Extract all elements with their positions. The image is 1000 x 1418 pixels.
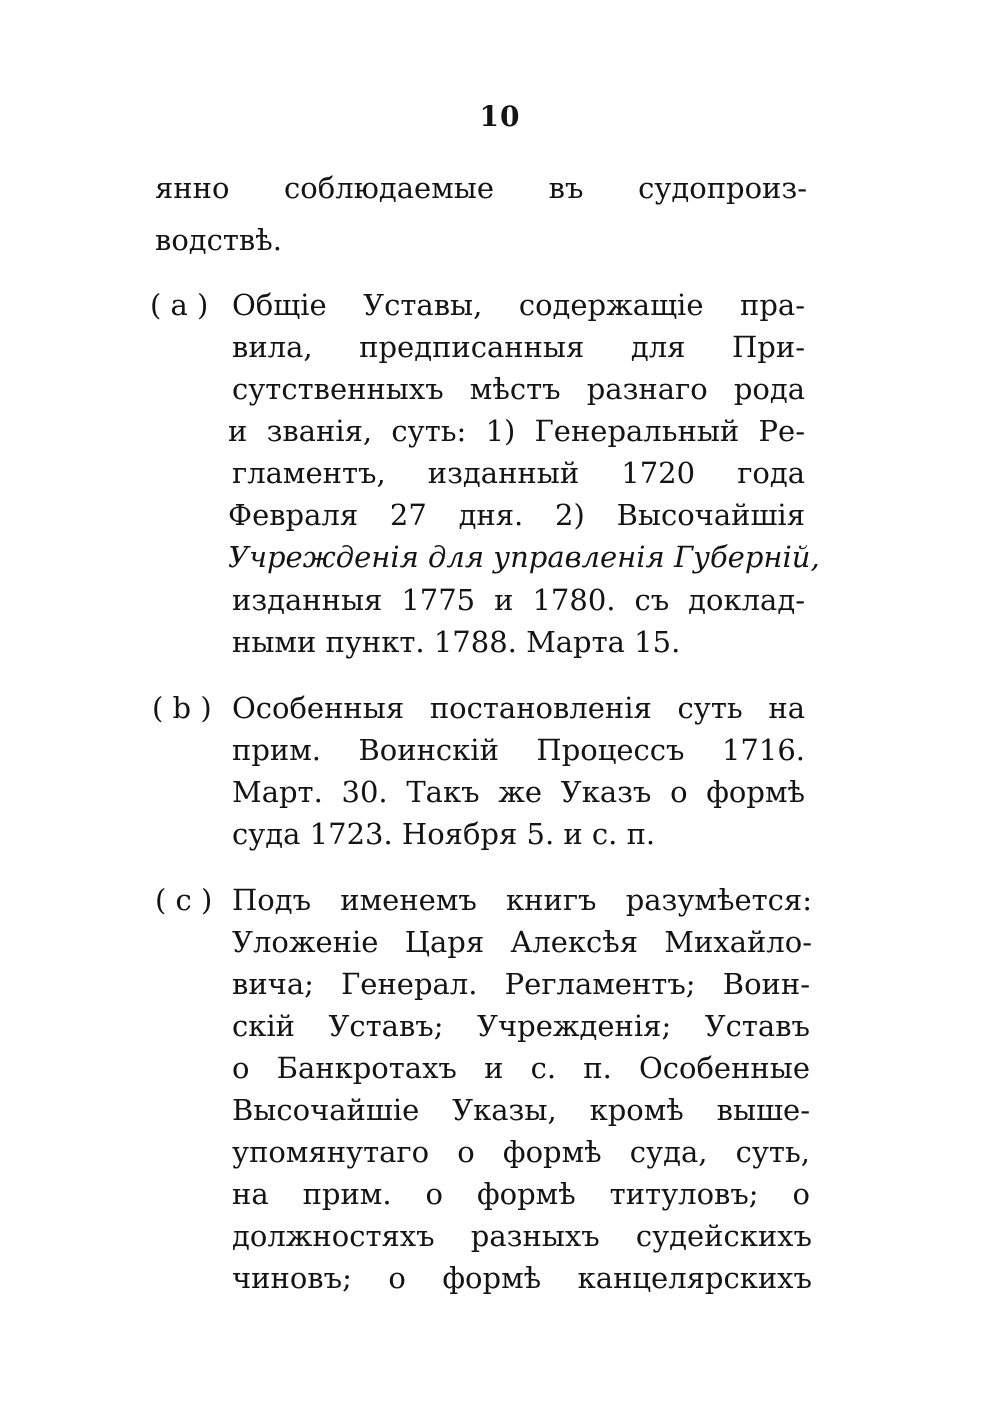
note-b-line-1: Особенныя постановленія суть на [232, 691, 805, 725]
note-c-marker: ( c ) [155, 883, 213, 917]
page-number: 10 [479, 100, 521, 133]
note-c-line-6: Высочайшіе Указы, кромѣ выше- [232, 1093, 810, 1127]
note-a-line-5: гламентъ, изданный 1720 года [232, 456, 805, 490]
note-c-line-5: о Банкротахъ и с. п. Особенные [232, 1051, 810, 1085]
note-c-line-9: должностяхъ разныхъ судейскихъ [232, 1219, 812, 1253]
note-c-line-7: упомянутаго о формѣ суда, суть, [232, 1135, 810, 1169]
note-c-line-10: чиновъ; о формѣ канцелярскихъ [232, 1261, 812, 1295]
note-a-line-9: ными пункт. 1788. Марта 15. [232, 625, 681, 659]
note-a-line-4: и званія, суть: 1) Генеральный Ре- [228, 414, 805, 448]
note-a-line-7: Учрежденія для управленія Губерній, [228, 540, 820, 574]
note-a-line-1: Общіе Уставы, содержащіе пра- [232, 288, 805, 322]
note-b-line-4: суда 1723. Ноября 5. и с. п. [232, 817, 656, 851]
note-a-line-3: сутственныхъ мѣстъ разнаго рода [232, 372, 805, 406]
note-c-line-2: Уложеніе Царя Алексѣя Михайло- [232, 925, 812, 959]
note-c-line-8: на прим. о формѣ титуловъ; о [232, 1177, 810, 1211]
note-b-line-2: прим. Воинскій Процессъ 1716. [232, 733, 805, 767]
note-c-line-4: скій Уставъ; Учрежденія; Уставъ [232, 1009, 810, 1043]
note-c-line-1: Подъ именемъ книгъ разумѣется: [232, 883, 812, 917]
note-a-line-2: вила, предписанныя для При- [232, 330, 805, 364]
note-b-marker: ( b ) [152, 691, 212, 725]
intro-line-1: янно соблюдаемые въ судопроиз- [155, 171, 807, 205]
note-c-line-3: вича; Генерал. Регламентъ; Воин- [232, 967, 810, 1001]
note-b-line-3: Март. 30. Такъ же Указъ о формѣ [232, 775, 805, 809]
intro-line-2: водствѣ. [155, 223, 282, 257]
note-a-line-8: изданныя 1775 и 1780. съ доклад- [232, 583, 805, 617]
note-a-line-6: Февраля 27 дня. 2) Высочайшія [228, 498, 805, 532]
note-a-marker: ( a ) [150, 288, 209, 322]
